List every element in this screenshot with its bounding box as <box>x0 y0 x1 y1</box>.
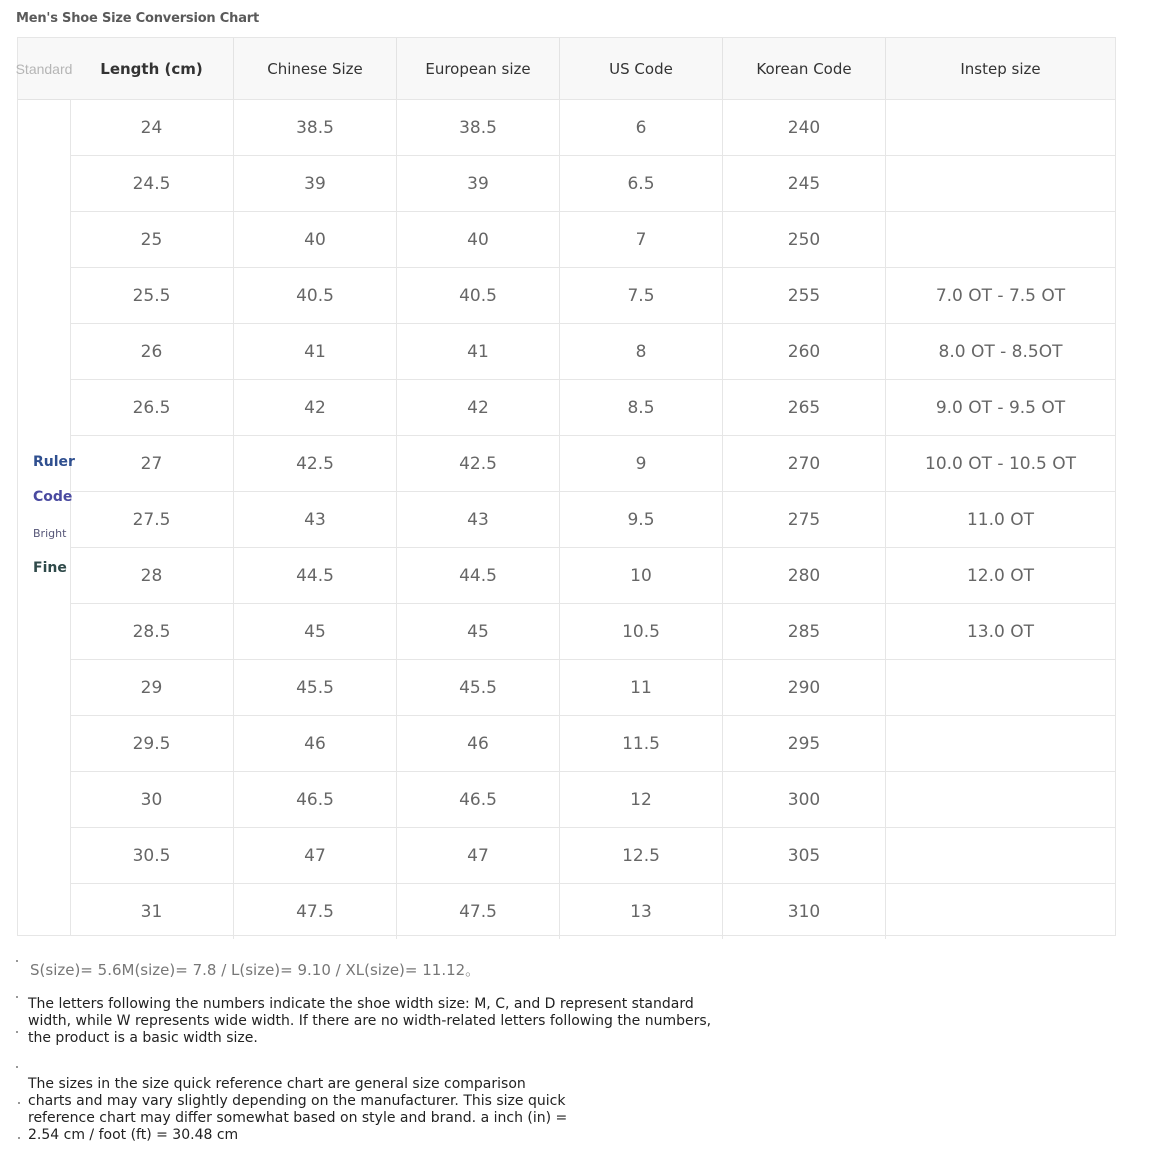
cell-instep-size: 9.0 OT - 9.5 OT <box>885 380 1115 435</box>
cell-instep-size: 11.0 OT <box>885 492 1115 547</box>
cell-european-size: 45.5 <box>396 660 559 715</box>
cell-korean-code: 285 <box>722 604 885 659</box>
cell-instep-size <box>885 716 1115 771</box>
cell-length-cm: 29 <box>140 677 163 698</box>
cell-instep-size <box>885 212 1115 267</box>
header-us-code: US Code <box>559 38 722 99</box>
table-row <box>70 323 1115 379</box>
size-letter-note: S(size)= 5.6M(size)= 7.8 / L(size)= 9.10 / XL(size)= 11.12。 <box>30 961 481 979</box>
table-row <box>70 155 1115 211</box>
cell-korean-code: 270 <box>722 436 885 491</box>
standard-label: Standard <box>15 60 73 77</box>
cell-european-size: 38.5 <box>396 100 559 155</box>
cell-chinese-size: 45 <box>233 604 396 659</box>
bullet-dot <box>16 960 18 962</box>
width-note <box>28 996 711 1047</box>
side-label-ruler: Ruler <box>33 454 75 470</box>
table-row <box>70 659 1115 715</box>
cell-european-size: 39 <box>396 156 559 211</box>
cell-european-size: 42.5 <box>396 436 559 491</box>
header-instep-size: Instep size <box>885 38 1115 99</box>
bullet-dot <box>16 1031 18 1033</box>
cell-chinese-size: 42.5 <box>233 436 396 491</box>
cell-length-cm: 29.5 <box>132 733 171 754</box>
cell-length-cm: 30.5 <box>132 845 171 866</box>
table-row <box>70 267 1115 323</box>
bullet-dot <box>18 1102 20 1104</box>
cell-us-code: 12 <box>559 772 722 827</box>
table-header-row <box>15 38 1115 100</box>
cell-length-cm: 31 <box>140 901 163 922</box>
cell-korean-code: 280 <box>722 548 885 603</box>
cell-chinese-size: 44.5 <box>233 548 396 603</box>
cell-instep-size: 7.0 OT - 7.5 OT <box>885 268 1115 323</box>
cell-korean-code: 290 <box>722 660 885 715</box>
cell-european-size: 46.5 <box>396 772 559 827</box>
cell-us-code: 10 <box>559 548 722 603</box>
cell-instep-size <box>885 828 1115 883</box>
cell-chinese-size: 40.5 <box>233 268 396 323</box>
cell-length-cm: 28 <box>140 565 163 586</box>
bullet-dot <box>16 1066 18 1068</box>
cell-instep-size <box>885 156 1115 211</box>
cell-us-code: 13 <box>559 884 722 939</box>
cell-us-code: 11.5 <box>559 716 722 771</box>
cell-instep-size: 13.0 OT <box>885 604 1115 659</box>
side-label-code: Code <box>33 489 73 505</box>
cell-chinese-size: 46.5 <box>233 772 396 827</box>
cell-korean-code: 310 <box>722 884 885 939</box>
cell-us-code: 6 <box>559 100 722 155</box>
cell-chinese-size: 47.5 <box>233 884 396 939</box>
cell-us-code: 12.5 <box>559 828 722 883</box>
cell-length-cm: 26.5 <box>132 397 171 418</box>
cell-instep-size <box>885 100 1115 155</box>
reference-note-line: The sizes in the size quick reference chart are general size comparison <box>28 1076 526 1092</box>
cell-korean-code: 300 <box>722 772 885 827</box>
cell-us-code: 10.5 <box>559 604 722 659</box>
side-label-fine: Fine <box>33 560 67 576</box>
header-european-size: European size <box>396 38 559 99</box>
cell-chinese-size: 40 <box>233 212 396 267</box>
cell-chinese-size: 41 <box>233 324 396 379</box>
cell-chinese-size: 38.5 <box>233 100 396 155</box>
reference-note <box>28 1076 567 1144</box>
width-note-line: The letters following the numbers indicate the shoe width size: M, C, and D represent standard <box>28 996 694 1012</box>
cell-european-size: 46 <box>396 716 559 771</box>
cell-european-size: 43 <box>396 492 559 547</box>
table-row <box>70 491 1115 547</box>
cell-us-code: 8 <box>559 324 722 379</box>
cell-length-cm: 30 <box>140 789 163 810</box>
table-row <box>70 827 1115 883</box>
cell-us-code: 8.5 <box>559 380 722 435</box>
reference-note-line: reference chart may differ somewhat based on style and brand. a inch (in) = <box>28 1110 568 1126</box>
cell-length-cm: 24.5 <box>132 173 171 194</box>
cell-instep-size: 10.0 OT - 10.5 OT <box>885 436 1115 491</box>
cell-length-cm: 24 <box>140 117 163 138</box>
cell-korean-code: 240 <box>722 100 885 155</box>
width-note-line: width, while W represents wide width. If there are no width-related letters following the numbers, <box>28 1013 712 1029</box>
bullet-dot <box>18 1137 20 1139</box>
page-title: Men's Shoe Size Conversion Chart <box>16 11 259 26</box>
cell-korean-code: 250 <box>722 212 885 267</box>
cell-chinese-size: 43 <box>233 492 396 547</box>
cell-instep-size <box>885 884 1115 939</box>
table-row <box>70 883 1115 939</box>
reference-note-line: 2.54 cm / foot (ft) = 30.48 cm <box>28 1127 239 1143</box>
cell-length-cm: 27.5 <box>132 509 171 530</box>
header-chinese-size: Chinese Size <box>233 38 396 99</box>
cell-chinese-size: 42 <box>233 380 396 435</box>
cell-us-code: 7 <box>559 212 722 267</box>
cell-korean-code: 255 <box>722 268 885 323</box>
cell-length-cm: 28.5 <box>132 621 171 642</box>
table-row <box>70 211 1115 267</box>
cell-korean-code: 275 <box>722 492 885 547</box>
cell-european-size: 42 <box>396 380 559 435</box>
cell-chinese-size: 45.5 <box>233 660 396 715</box>
cell-european-size: 44.5 <box>396 548 559 603</box>
table-row <box>70 435 1115 491</box>
table-row <box>70 547 1115 603</box>
width-note-line: the product is a basic width size. <box>28 1030 258 1046</box>
table-row <box>70 379 1115 435</box>
cell-us-code: 6.5 <box>559 156 722 211</box>
side-label-bright: Bright <box>33 527 67 540</box>
table-row <box>70 603 1115 659</box>
bullet-dot <box>16 996 18 998</box>
cell-length-cm: 27 <box>140 453 163 474</box>
cell-european-size: 40 <box>396 212 559 267</box>
cell-korean-code: 260 <box>722 324 885 379</box>
cell-korean-code: 245 <box>722 156 885 211</box>
table-row <box>70 99 1115 155</box>
cell-korean-code: 305 <box>722 828 885 883</box>
cell-chinese-size: 46 <box>233 716 396 771</box>
cell-us-code: 9.5 <box>559 492 722 547</box>
cell-korean-code: 295 <box>722 716 885 771</box>
header-length-cm: Length (cm) <box>100 59 203 78</box>
cell-korean-code: 265 <box>722 380 885 435</box>
cell-european-size: 45 <box>396 604 559 659</box>
cell-european-size: 40.5 <box>396 268 559 323</box>
table-row <box>70 715 1115 771</box>
header-korean-code: Korean Code <box>722 38 885 99</box>
cell-us-code: 9 <box>559 436 722 491</box>
cell-us-code: 11 <box>559 660 722 715</box>
cell-instep-size: 8.0 OT - 8.5OT <box>885 324 1115 379</box>
cell-length-cm: 26 <box>140 341 163 362</box>
cell-chinese-size: 47 <box>233 828 396 883</box>
table-row <box>70 771 1115 827</box>
cell-chinese-size: 39 <box>233 156 396 211</box>
cell-instep-size <box>885 660 1115 715</box>
cell-us-code: 7.5 <box>559 268 722 323</box>
cell-instep-size: 12.0 OT <box>885 548 1115 603</box>
size-conversion-table <box>17 37 1116 936</box>
reference-note-line: charts and may vary slightly depending on the manufacturer. This size quick <box>28 1093 566 1109</box>
cell-european-size: 41 <box>396 324 559 379</box>
cell-european-size: 47.5 <box>396 884 559 939</box>
cell-length-cm: 25 <box>140 229 163 250</box>
cell-instep-size <box>885 772 1115 827</box>
cell-european-size: 47 <box>396 828 559 883</box>
cell-length-cm: 25.5 <box>132 285 171 306</box>
